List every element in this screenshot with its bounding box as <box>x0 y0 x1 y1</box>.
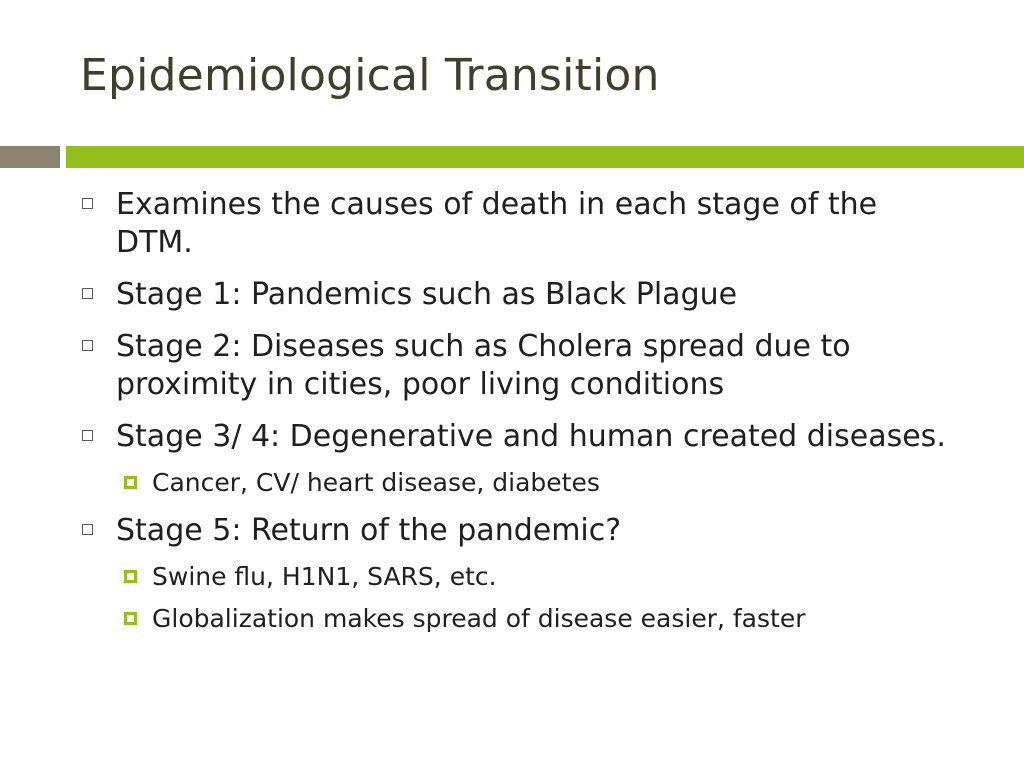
square-outline-bullet-icon <box>82 340 93 351</box>
bullet-text: Stage 3/ 4: Degenerative and human created diseases. <box>116 419 946 454</box>
sub-bullet-item <box>80 602 960 636</box>
bullet-text: Stage 1: Pandemics such as Black Plague <box>116 277 738 312</box>
bullet-item <box>80 512 960 550</box>
slide-title: Epidemiological Transition <box>80 50 660 101</box>
square-outline-bullet-icon <box>82 524 93 535</box>
bullet-text: Stage 5: Return of the pandemic? <box>116 513 622 548</box>
square-outline-bullet-icon <box>82 288 93 299</box>
bullet-list <box>80 186 960 648</box>
title-divider-accent <box>66 146 1024 168</box>
bullet-text: Examines the causes of death in each stage of the DTM. <box>116 187 878 260</box>
bullet-item <box>80 186 960 262</box>
sub-bullet-text: Cancer, CV/ heart disease, diabetes <box>152 468 600 497</box>
square-outline-bullet-icon <box>82 198 93 209</box>
sub-bullet-item <box>80 560 960 594</box>
sub-bullet-text: Globalization makes spread of disease easier, faster <box>152 604 806 633</box>
bullet-item <box>80 328 960 404</box>
bullet-item <box>80 276 960 314</box>
green-square-bullet-icon <box>124 612 137 625</box>
sub-bullet-item <box>80 466 960 500</box>
bullet-item <box>80 418 960 456</box>
green-square-bullet-icon <box>124 476 137 489</box>
square-outline-bullet-icon <box>82 430 93 441</box>
bullet-text: Stage 2: Diseases such as Cholera spread due to proximity in cities, poor living conditions <box>116 329 851 402</box>
green-square-bullet-icon <box>124 570 137 583</box>
title-divider-left <box>0 146 60 168</box>
sub-bullet-text: Swine flu, H1N1, SARS, etc. <box>152 562 497 591</box>
